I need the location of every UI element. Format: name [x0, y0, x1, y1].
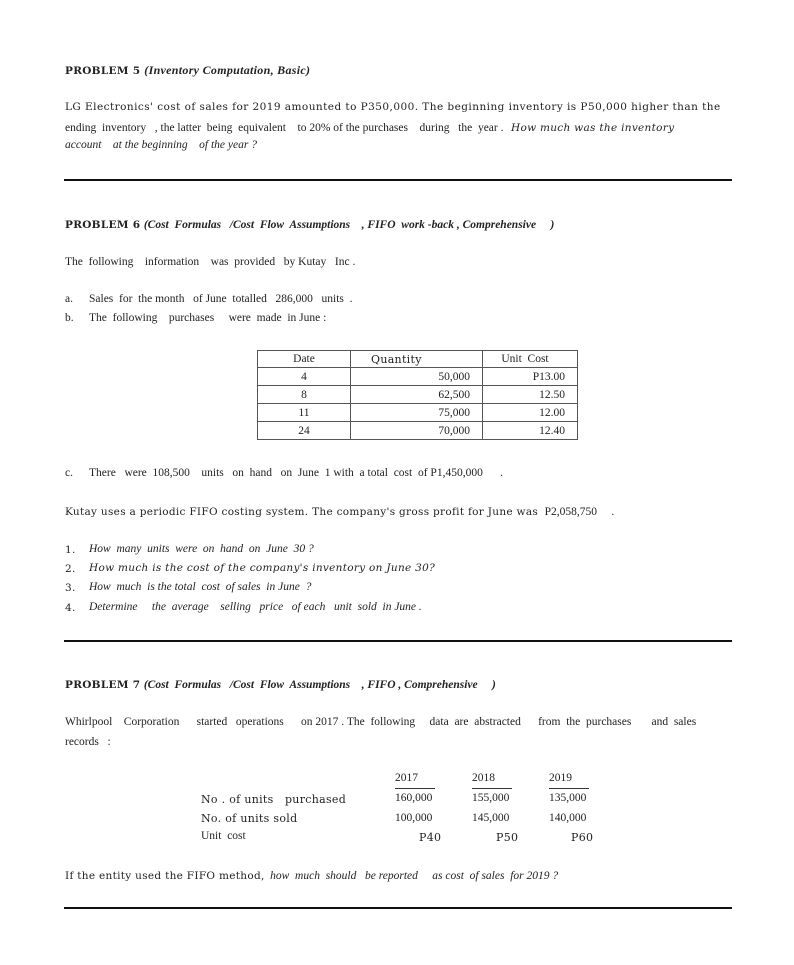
table-row	[258, 404, 578, 422]
problem-5-line-2-text: ending inventory , the latter being equivalent to 20% of the purchases during the year .	[65, 122, 504, 134]
year-underline	[395, 788, 435, 789]
cell-quantity: 70,000	[351, 422, 483, 440]
question-1	[65, 543, 314, 556]
cell-date: 4	[258, 368, 351, 386]
year-2019	[549, 772, 572, 784]
divider-3	[64, 907, 732, 909]
table-row	[258, 422, 578, 440]
item-b-text: The following purchases were made in June :	[89, 312, 327, 324]
problem-7-heading	[65, 678, 496, 691]
year-label: 2019	[549, 772, 572, 784]
header-date: Date	[258, 351, 351, 368]
question-text: How much is the cost of the company's inventory on June 30?	[89, 562, 436, 574]
problem-6-item-c	[65, 467, 503, 479]
cell-quantity: 75,000	[351, 404, 483, 422]
sold-2018: 145,000	[472, 812, 510, 824]
problem-6-intro: The following information was provided by Kutay Inc .	[65, 256, 356, 268]
cell-quantity: 50,000	[351, 368, 483, 386]
item-c-letter: c.	[65, 467, 73, 479]
cell-unit-cost: 12.00	[483, 404, 578, 422]
problem-5-title: PROBLEM 5	[65, 65, 141, 77]
problem-5-heading	[65, 63, 310, 78]
year-label: 2017	[395, 772, 418, 784]
question-text: How much is the total cost of sales in June ?	[89, 581, 312, 593]
purchased-2019: 135,000	[549, 792, 587, 804]
question-text: Determine the average selling price of each unit sold in June .	[89, 601, 422, 613]
year-underline	[472, 788, 512, 789]
question-italic-text: how much should be reported as cost of sales for 2019 ?	[270, 870, 559, 882]
problem-5-line-3: account at the beginning of the year ?	[65, 139, 257, 151]
cell-date: 8	[258, 386, 351, 404]
purchased-2017: 160,000	[395, 792, 433, 804]
table-row	[258, 386, 578, 404]
question-2	[65, 562, 436, 575]
problem-6-item-a	[65, 293, 353, 305]
item-c-text: There were 108,500 units on hand on June 1 with a total cost of P1,450,000 .	[89, 467, 503, 479]
item-b-letter: b.	[65, 312, 74, 324]
unit-cost-2017: P40	[419, 831, 442, 844]
year-label: 2018	[472, 772, 495, 784]
cell-unit-cost: P13.00	[483, 368, 578, 386]
problem-5-question: How much was the inventory	[510, 122, 675, 134]
purchases-table	[257, 350, 578, 440]
problem-6-heading	[65, 218, 554, 231]
problem-7-question	[65, 869, 558, 882]
row-label-unit-cost: Unit cost	[201, 830, 246, 842]
question-number: 3.	[65, 582, 76, 594]
row-label-purchased: No . of units purchased	[201, 793, 347, 806]
problem-6-subtitle: (Cost Formulas /Cost Flow Assumptions , FIFO work -back , Comprehensive )	[143, 219, 555, 231]
question-lead-text: If the entity used the FIFO method,	[65, 870, 265, 882]
table-row	[258, 368, 578, 386]
problem-6-gross-profit	[65, 505, 614, 518]
question-text: How many units were on hand on June 30 ?	[89, 543, 314, 555]
problem-5-line-1: LG Electronics' cost of sales for 2019 amounted to P350,000. The beginning inventory is P50,000 higher than the	[65, 101, 721, 113]
question-number: 2.	[65, 563, 76, 575]
cell-date: 24	[258, 422, 351, 440]
item-a-text: Sales for the month of June totalled 286,000 units .	[89, 293, 353, 305]
row-label-sold: No. of units sold	[201, 812, 298, 825]
problem-6-item-b	[65, 312, 327, 324]
question-4	[65, 601, 422, 614]
problem-5-line-2	[65, 121, 674, 134]
problem-7-subtitle: (Cost Formulas /Cost Flow Assumptions , FIFO , Comprehensive )	[143, 679, 496, 691]
header-unit-cost: Unit Cost	[483, 351, 578, 368]
cell-date: 11	[258, 404, 351, 422]
year-2017	[395, 772, 418, 784]
sold-2017: 100,000	[395, 812, 433, 824]
year-2018	[472, 772, 495, 784]
header-quantity: Quantity	[351, 351, 483, 368]
unit-cost-2019: P60	[571, 831, 594, 844]
divider-2	[64, 640, 732, 642]
problem-7-title: PROBLEM 7	[65, 679, 141, 691]
problem-5-subtitle: (Inventory Computation, Basic)	[144, 63, 311, 77]
question-3	[65, 581, 312, 594]
problem-6-title: PROBLEM 6	[65, 219, 141, 231]
problem-7-intro-line-1: Whirlpool Corporation started operations on 2017 . The following data are abstracted from the purchases and sales	[65, 716, 697, 728]
cell-quantity: 62,500	[351, 386, 483, 404]
gross-profit-value: P2,058,750 .	[544, 506, 615, 518]
cell-unit-cost: 12.50	[483, 386, 578, 404]
question-number: 1.	[65, 544, 76, 556]
purchased-2018: 155,000	[472, 792, 510, 804]
question-number: 4.	[65, 602, 76, 614]
cell-unit-cost: 12.40	[483, 422, 578, 440]
divider-1	[64, 179, 732, 181]
item-a-letter: a.	[65, 293, 73, 305]
unit-cost-2018: P50	[496, 831, 519, 844]
table-header-row	[258, 351, 578, 368]
problem-7-intro-line-2: records :	[65, 736, 111, 748]
sold-2019: 140,000	[549, 812, 587, 824]
gross-profit-text: Kutay uses a periodic FIFO costing system. The company's gross profit for June was	[65, 506, 539, 518]
year-underline	[549, 788, 589, 789]
